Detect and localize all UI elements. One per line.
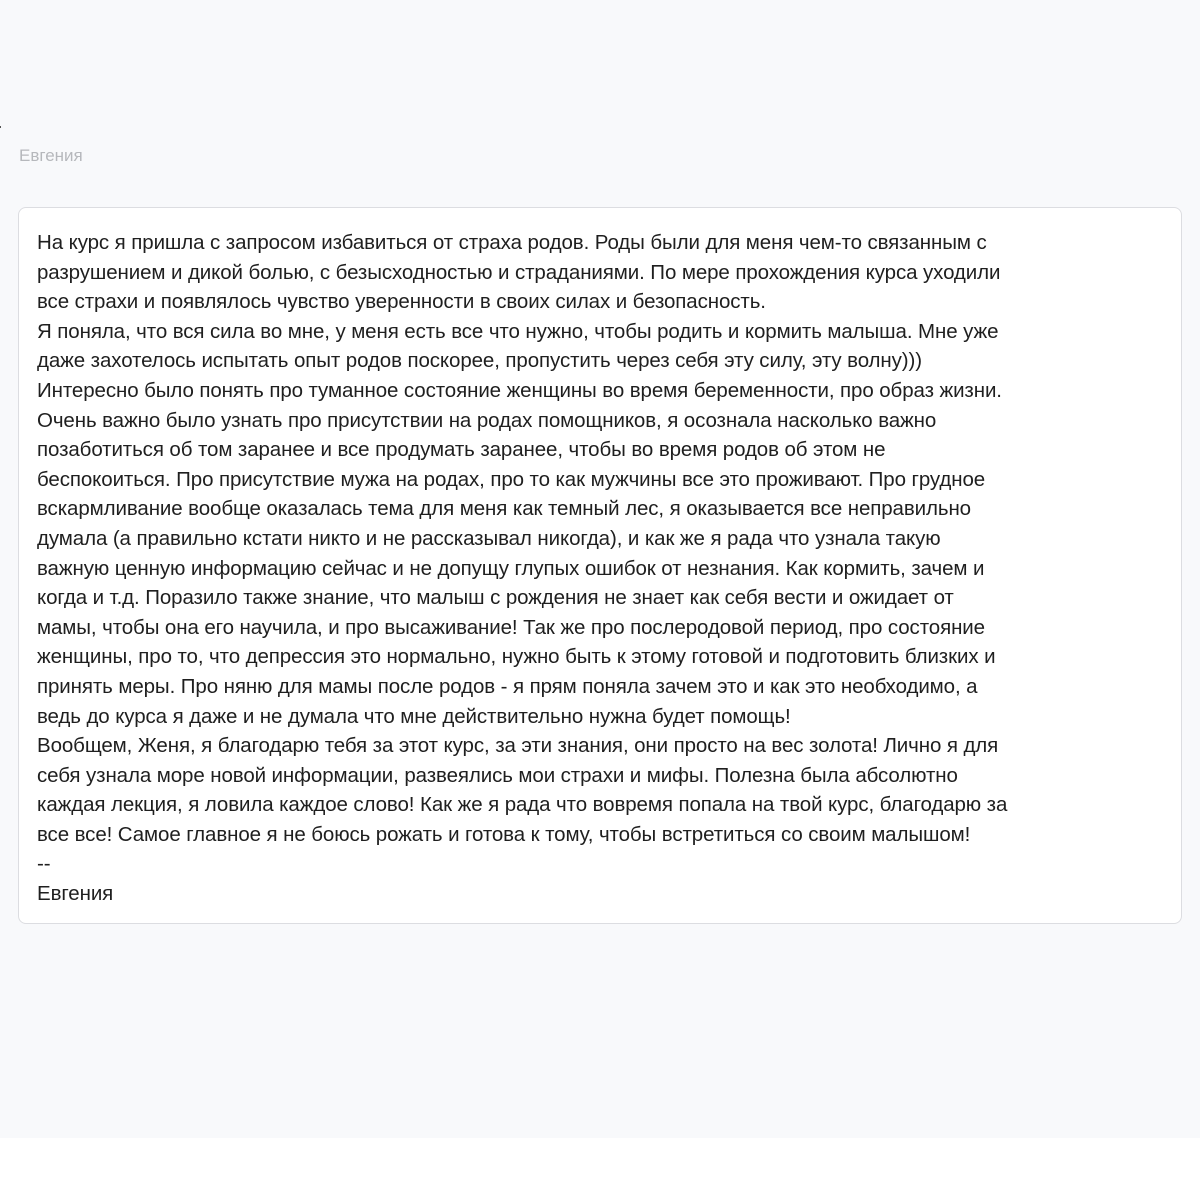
- review-line: На курс я пришла с запросом избавиться от страха родов. Роды были для меня чем-то связанным с: [37, 231, 987, 254]
- review-line: каждая лекция, я ловила каждое слово! Как же я рада что вовремя попала на твой курс, благодарю за: [37, 793, 1008, 817]
- review-line: женщины, про то, что депрессия это нормально, нужно быть к этому готовой и подготовить близких и: [37, 645, 996, 669]
- review-line: важную ценную информацию сейчас и не допущу глупых ошибок от незнания. Как кормить, зачем и: [37, 556, 985, 580]
- review-line: думала (а правильно кстати никто и не рассказывал никогда), и как же я рада что узнала такую: [37, 526, 941, 550]
- review-line: позаботиться об том заранее и все продумать заранее, чтобы во время родов об этом не: [37, 438, 886, 462]
- review-line: вскармливание вообще оказалась тема для меня как темный лес, я оказывается все неправильно: [37, 497, 971, 521]
- review-line: Я поняла, что вся сила во мне, у меня есть все что нужно, чтобы родить и кормить малыша. Мне уже: [37, 319, 999, 343]
- review-line: все страхи и появлялось чувство уверенности в своих силах и безопасность.: [37, 290, 766, 314]
- review-line: разрушением и дикой болью, с безысходностью и страданиями. По мере прохождения курса уходили: [37, 260, 1001, 284]
- review-line: Вообщем, Женя, я благодарю тебя за этот курс, за эти знания, они просто на вес золота! Лично я для: [37, 734, 999, 758]
- review-signature-separator: --: [37, 852, 51, 876]
- review-signature: Евгения: [37, 882, 114, 906]
- review-line: когда и т.д. Поразило также знание, что малыш с рождения не знает как себя вести и ожидает от: [37, 586, 954, 610]
- review-line: ведь до курса я даже и не думала что мне действительно нужна будет помощь!: [37, 704, 791, 728]
- review-line: даже захотелось испытать опыт родов поскорее, пропустить через себя эту силу, эту волну))): [37, 349, 922, 373]
- review-text: [37, 228, 1165, 909]
- review-line: себя узнала море новой информации, развеялись мои страхи и мифы. Полезна была абсолютно: [37, 763, 958, 787]
- review-author-label: Евгения: [19, 146, 83, 165]
- review-line: все все! Самое главное я не боюсь рожать и готова к тому, чтобы встретиться со своим малышом!: [37, 822, 971, 846]
- page-bottom-band: [0, 1138, 1200, 1200]
- review-card: [18, 207, 1182, 924]
- review-line: принять меры. Про няню для мамы после родов - я прям поняла зачем это и как это необходимо, а: [37, 674, 978, 698]
- review-line: мамы, чтобы она его научила, и про высаживание! Так же про послеродовой период, про состояние: [37, 615, 985, 639]
- review-line: беспокоиться. Про присутствие мужа на родах, про то как мужчины все это проживают. Про грудное: [37, 467, 986, 491]
- review-line: Очень важно было узнать про присутствии на родах помощников, я осознала насколько важно: [37, 408, 937, 432]
- page-edge-mark: [0, 126, 1, 128]
- review-line: Интересно было понять про туманное состояние женщины во время беременности, про образ жизни.: [37, 378, 1002, 402]
